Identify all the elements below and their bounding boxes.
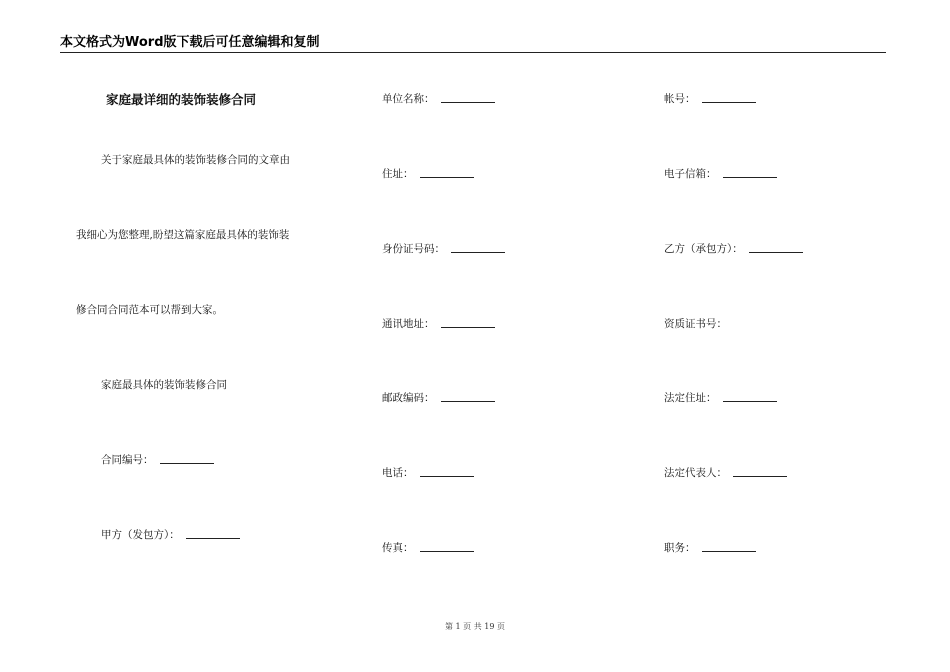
field-label: 身份证号码： [382, 243, 445, 255]
field-party-b [664, 242, 803, 256]
field-label: 通讯地址： [382, 318, 435, 330]
contract-subtitle-text: 家庭最具体的装饰装修合同 [101, 379, 227, 391]
field-legal-address [664, 391, 777, 405]
field-label: 单位名称： [382, 93, 435, 105]
field-account [664, 92, 756, 106]
field-fax [382, 541, 474, 555]
fill-in-blank [441, 400, 495, 402]
field-id-no [382, 242, 505, 256]
intro-line-3-text: 修合同合同范本可以帮到大家。 [76, 304, 223, 316]
fill-in-blank [723, 176, 777, 178]
fill-in-blank [441, 326, 495, 328]
document-title: 家庭最详细的装饰装修合同 [106, 92, 257, 107]
fill-in-blank [441, 101, 495, 103]
header-note: 本文格式为Word版下载后可任意编辑和复制 [60, 35, 320, 50]
field-legal-representative [664, 466, 787, 480]
fill-in-blank [451, 251, 505, 253]
field-label: 法定代表人： [664, 467, 727, 479]
field-label: 帐号： [664, 93, 696, 105]
field-label: 资质证书号： [664, 318, 727, 330]
fill-in-blank [733, 475, 787, 477]
field-contract-no [101, 453, 214, 467]
fill-in-blank [702, 101, 756, 103]
intro-line-1-text: 关于家庭最具体的装饰装修合同的文章由 [101, 154, 290, 166]
field-party-a [101, 528, 240, 542]
page-header [60, 35, 886, 53]
field-qualification-no [664, 317, 727, 331]
fill-in-blank [420, 475, 474, 477]
field-phone [382, 466, 474, 480]
field-label: 邮政编码： [382, 392, 435, 404]
field-position [664, 541, 756, 555]
fill-in-blank [749, 251, 803, 253]
field-label: 甲方（发包方）： [101, 529, 180, 541]
fill-in-blank [160, 462, 214, 464]
field-label: 电子信箱： [664, 168, 717, 180]
fill-in-blank [723, 400, 777, 402]
field-email [664, 167, 777, 181]
field-label: 合同编号： [101, 454, 154, 466]
field-label: 住址： [382, 168, 414, 180]
fill-in-blank [420, 176, 474, 178]
intro-line-2-text: 我细心为您整理,盼望这篇家庭最具体的装饰装 [76, 229, 290, 241]
intro-line-1 [101, 153, 290, 167]
field-label: 乙方（承包方）： [664, 243, 743, 255]
field-label: 传真： [382, 542, 414, 554]
field-label: 职务： [664, 542, 696, 554]
fill-in-blank [186, 537, 240, 539]
intro-line-2 [76, 228, 289, 242]
contract-subtitle [101, 378, 227, 392]
fill-in-blank [702, 550, 756, 552]
field-label: 电话： [382, 467, 414, 479]
field-postal-code [382, 391, 495, 405]
intro-line-3 [76, 303, 223, 317]
field-unit-name [382, 92, 495, 106]
field-address [382, 167, 474, 181]
page-number: 第 1 页 共 19 页 [445, 622, 505, 631]
field-label: 法定住址： [664, 392, 717, 404]
fill-in-blank [420, 550, 474, 552]
field-mailing-address [382, 317, 495, 331]
